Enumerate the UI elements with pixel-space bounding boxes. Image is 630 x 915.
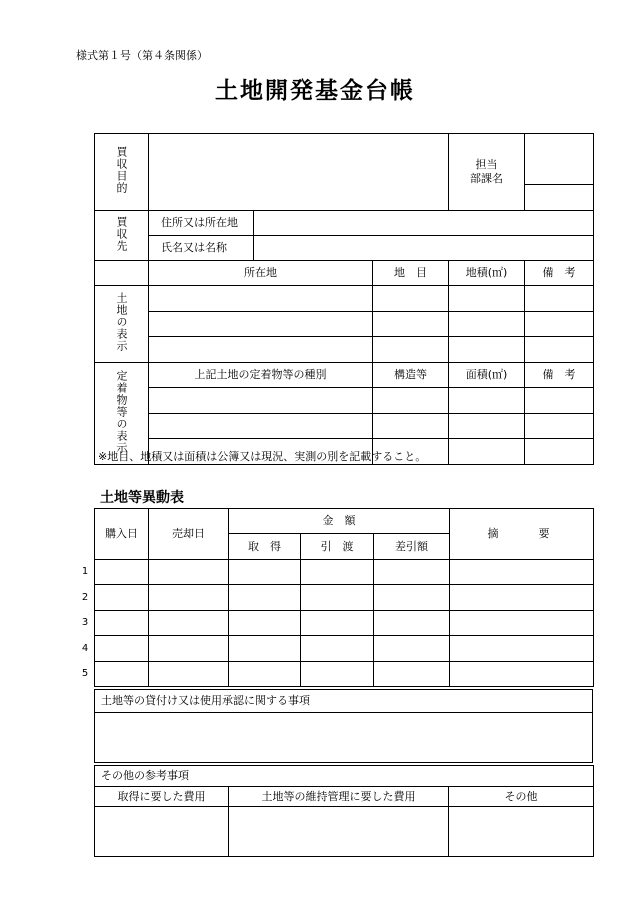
summary-cell[interactable]: [450, 636, 594, 662]
department-field-1[interactable]: [525, 134, 594, 185]
structure-cell[interactable]: [373, 388, 449, 414]
seller-header: 買収先: [95, 211, 149, 261]
other-cost-header: その他: [449, 787, 594, 807]
acquisition-cell[interactable]: [229, 662, 301, 687]
amount-header: 金 額: [229, 509, 450, 534]
difference-cell[interactable]: [374, 585, 450, 611]
purchase-purpose-header: 買収目的: [95, 134, 149, 211]
summary-cell[interactable]: [450, 662, 594, 687]
land-location-cell[interactable]: [149, 312, 373, 337]
difference-cell[interactable]: [374, 662, 450, 687]
name-label: 氏名又は名称: [149, 236, 254, 261]
purchase-date-cell[interactable]: [95, 560, 149, 585]
land-changes-table: [94, 508, 594, 687]
transfer-header: 引 渡: [301, 534, 374, 560]
fixture-remarks-cell[interactable]: [525, 414, 594, 439]
land-header-blank: [95, 261, 149, 286]
land-area-cell[interactable]: [449, 312, 525, 337]
land-location-cell[interactable]: [149, 286, 373, 312]
land-area-cell[interactable]: [449, 286, 525, 312]
acquisition-header: 取 得: [229, 534, 301, 560]
land-ledger-table: [94, 133, 594, 465]
acquisition-cost-field[interactable]: [95, 807, 229, 857]
purchase-date-cell[interactable]: [95, 585, 149, 611]
lease-label: 土地等の貸付け又は使用承認に関する事項: [95, 690, 593, 713]
form-number-label: 様式第１号（第４条関係）: [76, 49, 208, 62]
sale-date-cell[interactable]: [149, 585, 229, 611]
summary-cell[interactable]: [450, 611, 594, 636]
land-remarks-cell[interactable]: [525, 312, 594, 337]
entry-note: ※地目、地積又は面積は公簿又は現況、実測の別を記載すること。: [98, 450, 427, 463]
land-remarks-header: 備 考: [525, 261, 594, 286]
other-reference-section: [94, 765, 594, 857]
transfer-cell[interactable]: [301, 560, 374, 585]
address-field[interactable]: [254, 211, 594, 236]
location-header: 所在地: [149, 261, 373, 286]
acquisition-cell[interactable]: [229, 636, 301, 662]
fixture-kind-header: 上記土地の定着物等の種別: [149, 363, 373, 388]
sale-date-cell[interactable]: [149, 611, 229, 636]
other-cost-field[interactable]: [449, 807, 594, 857]
sale-date-header: 売却日: [149, 509, 229, 560]
row-number: 4: [81, 643, 89, 654]
summary-cell[interactable]: [450, 585, 594, 611]
fixture-kind-cell[interactable]: [149, 388, 373, 414]
row-number: 2: [81, 592, 89, 603]
row-number: 3: [81, 617, 89, 628]
category-header: 地 目: [373, 261, 449, 286]
land-location-cell[interactable]: [149, 337, 373, 363]
acquisition-cost-header: 取得に要した費用: [95, 787, 229, 807]
transfer-cell[interactable]: [301, 662, 374, 687]
land-area-header: 地積(㎡): [449, 261, 525, 286]
maintenance-cost-field[interactable]: [229, 807, 449, 857]
lease-field[interactable]: [95, 713, 593, 763]
sale-date-cell[interactable]: [149, 560, 229, 585]
lease-section: [94, 689, 593, 763]
name-field[interactable]: [254, 236, 594, 261]
department-field-2[interactable]: [525, 185, 594, 211]
summary-cell[interactable]: [450, 560, 594, 585]
land-category-cell[interactable]: [373, 337, 449, 363]
difference-header: 差引額: [374, 534, 450, 560]
changes-section-title: 土地等異動表: [100, 490, 184, 506]
difference-cell[interactable]: [374, 636, 450, 662]
land-category-cell[interactable]: [373, 312, 449, 337]
land-category-cell[interactable]: [373, 286, 449, 312]
fixture-remarks-cell[interactable]: [525, 388, 594, 414]
fixture-area-cell[interactable]: [449, 388, 525, 414]
difference-cell[interactable]: [374, 560, 450, 585]
structure-cell[interactable]: [373, 414, 449, 439]
purchase-purpose-field[interactable]: [149, 134, 449, 211]
purchase-date-cell[interactable]: [95, 636, 149, 662]
acquisition-cell[interactable]: [229, 560, 301, 585]
document-title: 土地開発基金台帳: [215, 78, 415, 104]
department-header: 担当 部課名: [449, 134, 525, 211]
fixture-area-cell[interactable]: [449, 414, 525, 439]
fixture-kind-cell[interactable]: [149, 414, 373, 439]
maintenance-cost-header: 土地等の維持管理に要した費用: [229, 787, 449, 807]
land-display-header: 土地の表示: [95, 286, 149, 363]
sale-date-cell[interactable]: [149, 636, 229, 662]
purchase-date-header: 購入日: [95, 509, 149, 560]
fixture-display-header: 定着物等の表示: [95, 363, 149, 465]
transfer-cell[interactable]: [301, 611, 374, 636]
transfer-cell[interactable]: [301, 636, 374, 662]
row-number: 5: [81, 668, 89, 679]
transfer-cell[interactable]: [301, 585, 374, 611]
sale-date-cell[interactable]: [149, 662, 229, 687]
land-remarks-cell[interactable]: [525, 337, 594, 363]
summary-header: 摘 要: [450, 509, 594, 560]
land-remarks-cell[interactable]: [525, 286, 594, 312]
land-area-cell[interactable]: [449, 337, 525, 363]
difference-cell[interactable]: [374, 611, 450, 636]
row-number: 1: [81, 566, 89, 577]
structure-header: 構造等: [373, 363, 449, 388]
purchase-date-cell[interactable]: [95, 611, 149, 636]
fixture-area-header: 面積(㎡): [449, 363, 525, 388]
address-label: 住所又は所在地: [149, 211, 254, 236]
other-reference-label: その他の参考事項: [95, 766, 594, 787]
purchase-date-cell[interactable]: [95, 662, 149, 687]
acquisition-cell[interactable]: [229, 611, 301, 636]
fixture-remarks-cell[interactable]: [525, 439, 594, 465]
acquisition-cell[interactable]: [229, 585, 301, 611]
fixture-area-cell[interactable]: [449, 439, 525, 465]
fixture-remarks-header: 備 考: [525, 363, 594, 388]
